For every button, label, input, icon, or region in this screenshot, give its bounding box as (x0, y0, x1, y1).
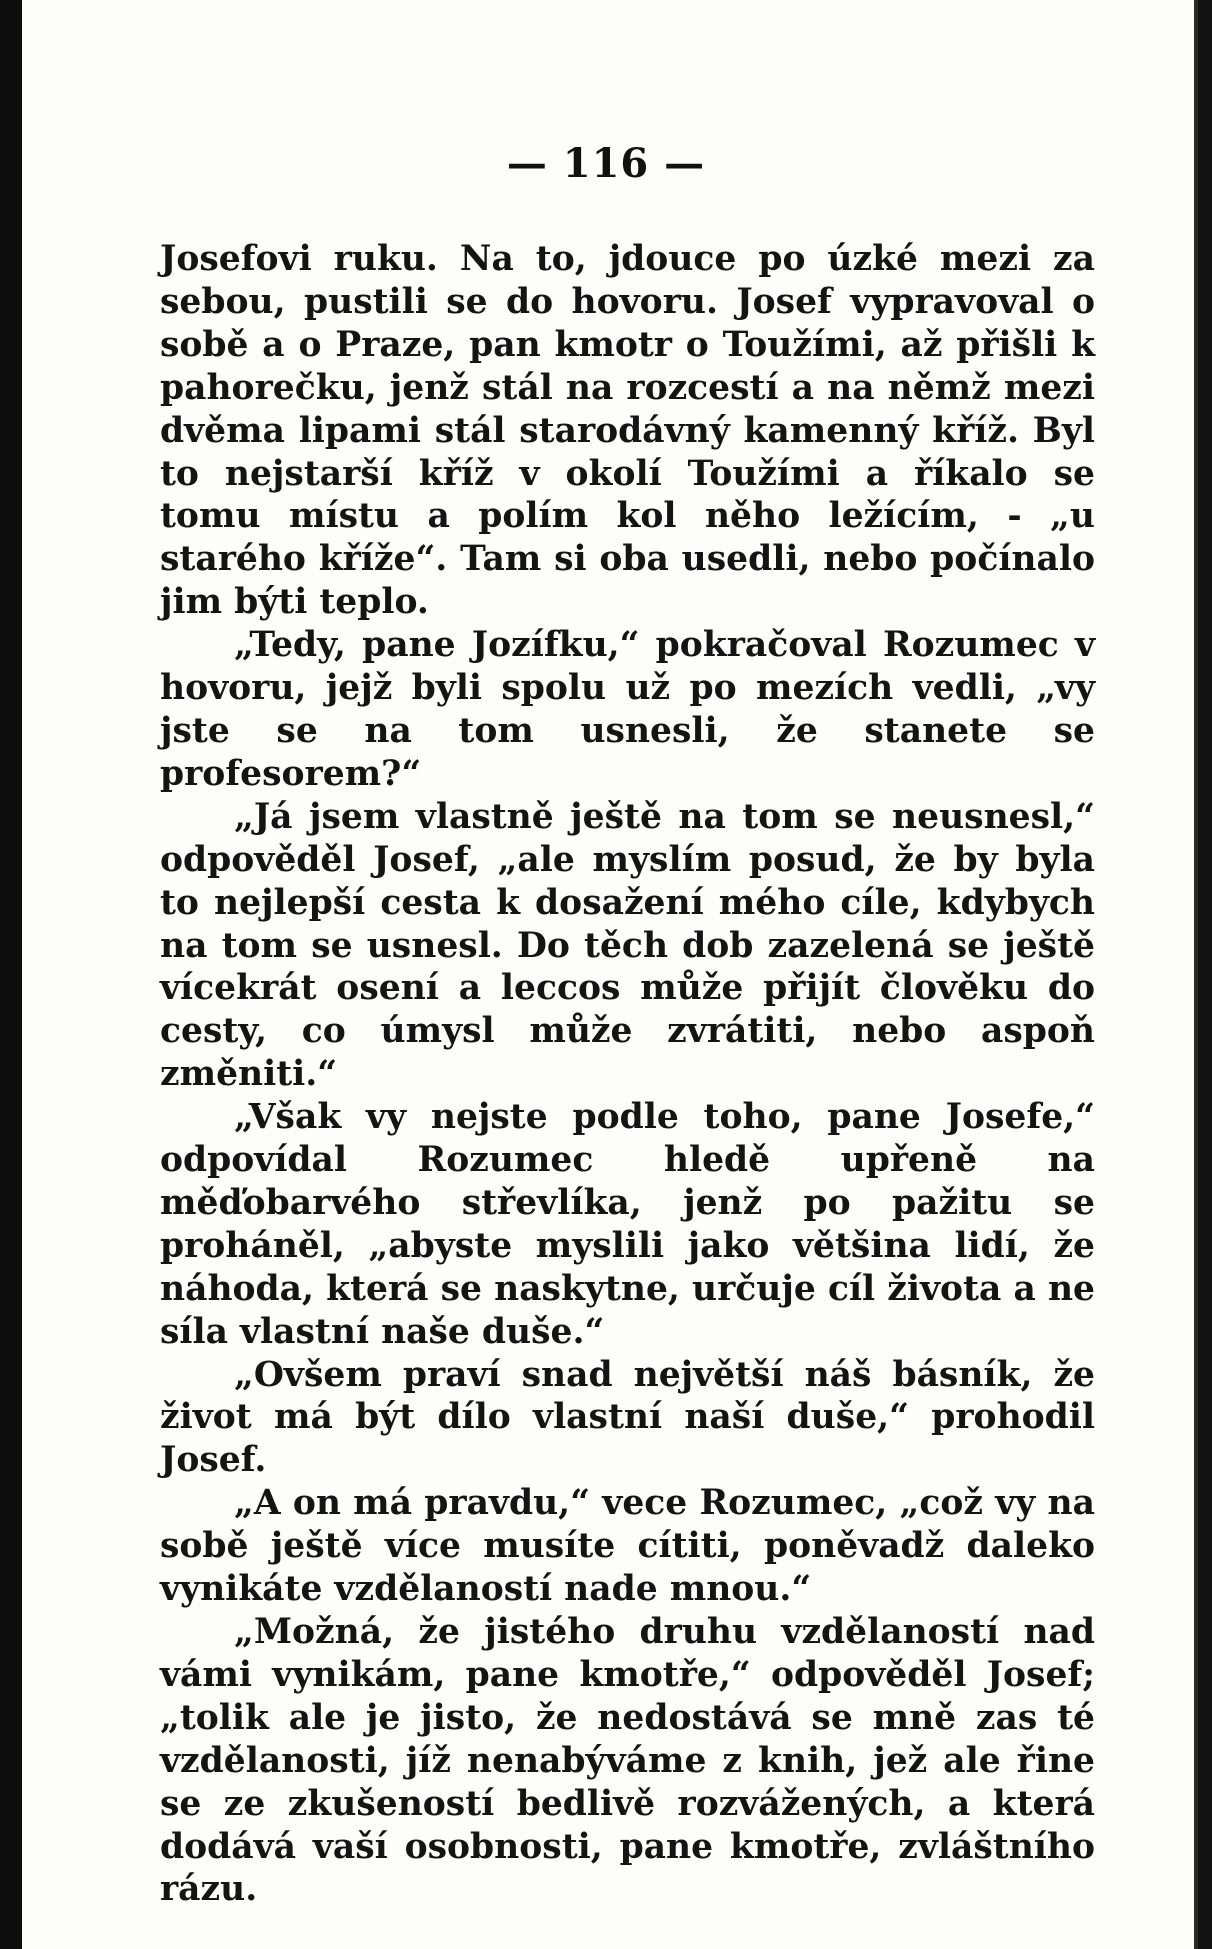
paragraph: Josefovi ruku. Na to, jdouce po úzké mezi za sebou, pustili se do hovoru. Josef vypravoval o sobě a o Praze, pan kmotr o Toužími, až přišli k pahorečku, jenž stál na rozcestí a na němž mezi dvěma lipami stál starodávný kamenný kříž. Byl to nejstarší kříž v okolí Toužími a říkalo se tomu místu a polím kol něho ležícím, - „u starého kříže“. Tam si oba usedli, nebo počínalo jim býti teplo. (160, 239, 1095, 623)
paragraph: „A on má pravdu,“ vece Rozumec, „což vy na sobě ještě více musíte cítiti, poněvadž daleko vynikáte vzdělaností nade mnou.“ (160, 1483, 1095, 1610)
page-number: — 116 — (506, 140, 706, 187)
paragraph: „Já jsem vlastně ještě na tom se neusnesl,“ odpověděl Josef, „ale myslím posud, že by byla to nejlepší cesta k dosažení mého cíle, kdybych na tom se usnesl. Do těch dob zazelená se ještě vícekrát osení a leccos může přijít člověku do cesty, co úmysl může zvrátiti, nebo aspoň změniti.“ (160, 796, 1095, 1095)
paragraph: „Ovšem praví snad největší náš básník, že život má být dílo vlastní naší duše,“ prohodil Josef. (160, 1354, 1095, 1481)
body-text (160, 238, 1095, 1911)
page-edge-right (1198, 0, 1212, 1949)
paragraph: „Tedy, pane Jozífku,“ pokračoval Rozumec v hovoru, jejž byli spolu už po mezích vedli, „vy jste se na tom usnesli, že stanete se profesorem?“ (160, 625, 1095, 794)
page-edge-left (0, 0, 22, 1949)
paragraph: „Možná, že jistého druhu vzdělaností nad vámi vynikám, pane kmotře,“ odpověděl Josef; „tolik ale je jisto, že nedostává se mně zas té vzdělanosti, jíž nenabýváme z knih, jež ale řine se ze zkušeností bedlivě rozvážených, a která dodává vaší osobnosti, pane kmotře, zvláštního rázu. (160, 1612, 1095, 1910)
paragraph: „Však vy nejste podle toho, pane Josefe,“ odpovídal Rozumec hledě upřeně na měďobarvého střevlíka, jenž po pažitu se proháněl, „abyste myslili jako většina lidí, že náhoda, která se naskytne, určuje cíl života a ne síla vlastní naše duše.“ (160, 1097, 1095, 1352)
